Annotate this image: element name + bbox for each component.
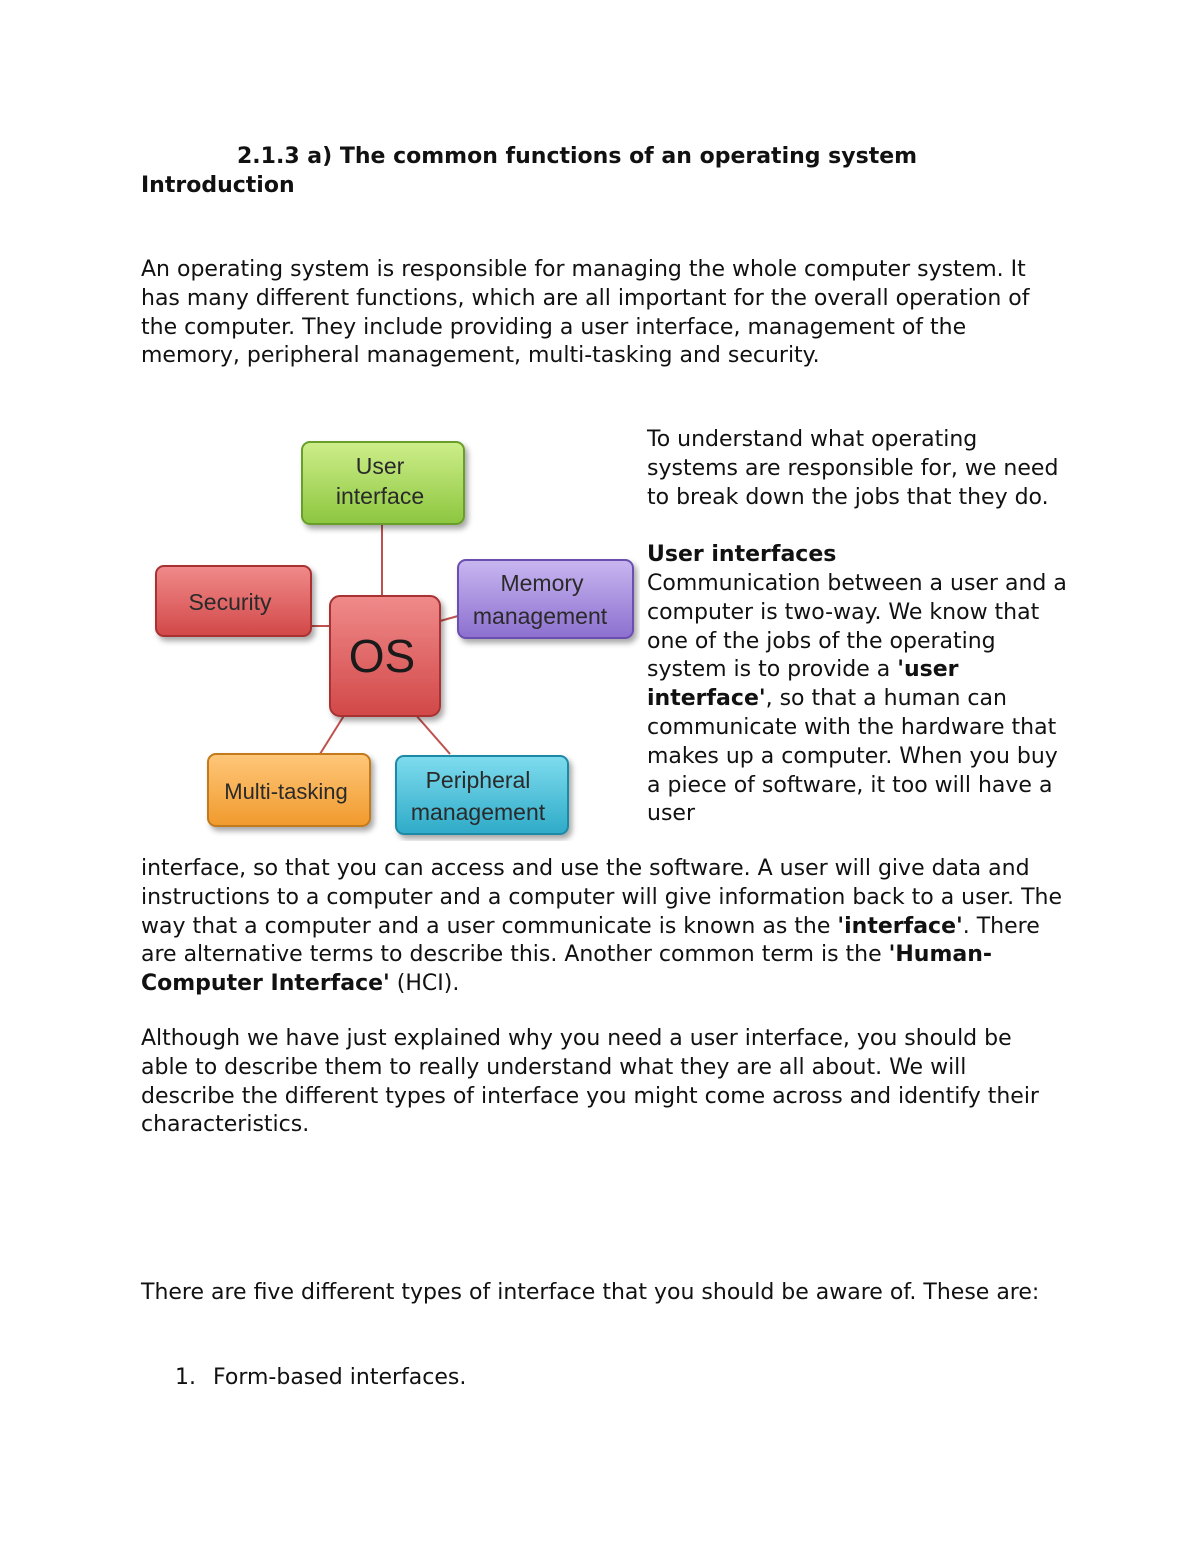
user-interface-label-2: interface <box>335 483 425 509</box>
os-functions-diagram <box>150 436 640 841</box>
interface-types-list <box>175 1364 466 1393</box>
connector-memory <box>440 616 458 621</box>
memory-label-1: Memory <box>500 570 584 596</box>
communication-paragraph: Communication between a user and a computer is two-way. We know that one of the jobs of the operating system is to provide a 'user interface', so that a human can communicate with the hardware that makes up a computer. When you buy a piece of software, it too will have a user <box>647 570 1067 827</box>
user-interface-term: 'user interface' <box>647 657 959 712</box>
list-item-text: Form-based interfaces. <box>213 1365 467 1390</box>
peripheral-label-1: Peripheral <box>425 767 531 793</box>
multitasking-label: Multi-tasking <box>224 779 348 804</box>
connector-peripheral <box>415 714 450 754</box>
os-label: OS <box>348 630 416 682</box>
section-subtitle: Introduction <box>141 172 295 198</box>
interface-paragraph: interface, so that you can access and use the software. A user will give data and instructions to a computer and a computer will give information back to a user. The way that a computer and a user communicate is known as the 'interface'. There are alternative terms to describe this. Another common term is the 'Human-Computer Interface' (HCI). <box>141 856 1063 997</box>
five-types-paragraph: There are five different types of interface that you should be aware of. These are: <box>141 1280 1040 1305</box>
list-item-number: 1. <box>175 1365 196 1390</box>
connector-multitasking <box>320 714 345 754</box>
section-heading <box>141 143 1081 201</box>
list-item <box>175 1364 466 1393</box>
user-interface-label-1: User <box>355 453 405 479</box>
side-column <box>647 426 1067 829</box>
peripheral-label-2: management <box>410 799 546 825</box>
section-title: 2.1.3 a) The common functions of an operating system <box>237 144 918 169</box>
paragraph-gap <box>647 512 1067 541</box>
hci-term: 'Human-Computer Interface' <box>141 942 993 997</box>
although-paragraph: Although we have just explained why you need a user interface, you should be able to describe them to really understand what they are all about. We will describe the different types of interface you might come across and identify their characteristics. <box>141 1026 1039 1138</box>
understand-paragraph: To understand what operating systems are responsible for, we need to break down the jobs that they do. <box>647 427 1059 510</box>
user-interfaces-subheading: User interfaces <box>647 542 837 568</box>
memory-label-2: management <box>472 603 608 629</box>
interface-term: 'interface' <box>837 913 963 939</box>
intro-paragraph: An operating system is responsible for managing the whole computer system. It has many different functions, which are all important for the overall operation of the computer. They include providing a user interface, management of the memory, peripheral management, multi-tasking and security. <box>141 257 1030 369</box>
security-label: Security <box>188 589 272 615</box>
